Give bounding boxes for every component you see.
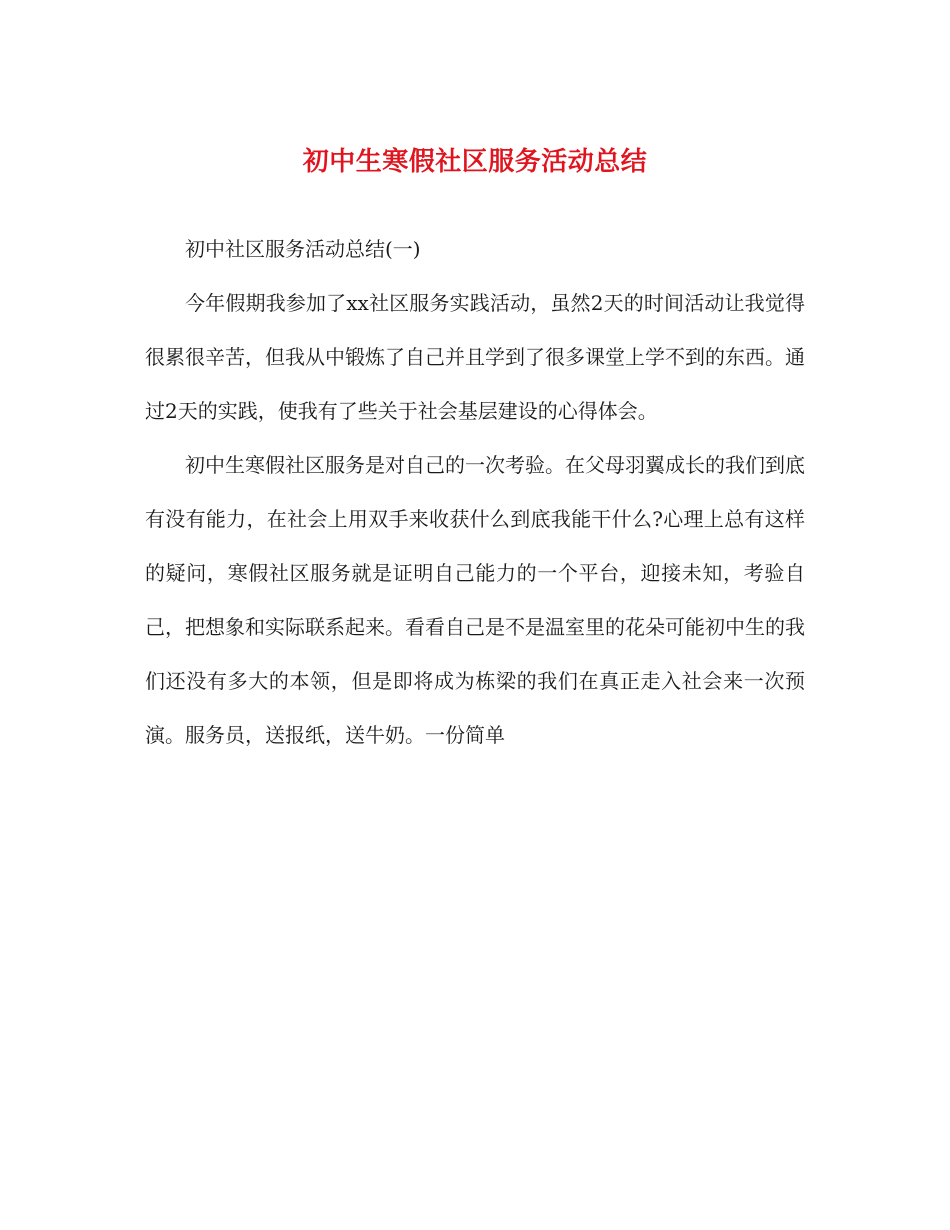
document-body <box>145 222 805 762</box>
section-heading: 初中社区服务活动总结(一) <box>185 237 421 261</box>
document-title: 初中生寒假社区服务活动总结 <box>302 147 648 177</box>
paragraph-2: 初中生寒假社区服务是对自己的一次考验。在父母羽翼成长的我们到底有没有能力，在社会上用双手来收获什么到底我能干什么?心理上总有这样的疑问，寒假社区服务就是证明自己能力的一个平台，迎接未知，考验自己，把想象和实际联系起来。看看自己是不是温室里的花朵可能初中生的我们还没有多大的本领，但是即将成为栋梁的我们在真正走入社会来一次预演。服务员，送报纸，送牛奶。一份简单 <box>145 453 805 747</box>
paragraph-1: 今年假期我参加了xx社区服务实践活动，虽然2天的时间活动让我觉得很累很辛苦，但我从中锻炼了自己并且学到了很多课堂上学不到的东西。通过2天的实践，使我有了些关于社会基层建设的心得体会。 <box>145 291 805 423</box>
